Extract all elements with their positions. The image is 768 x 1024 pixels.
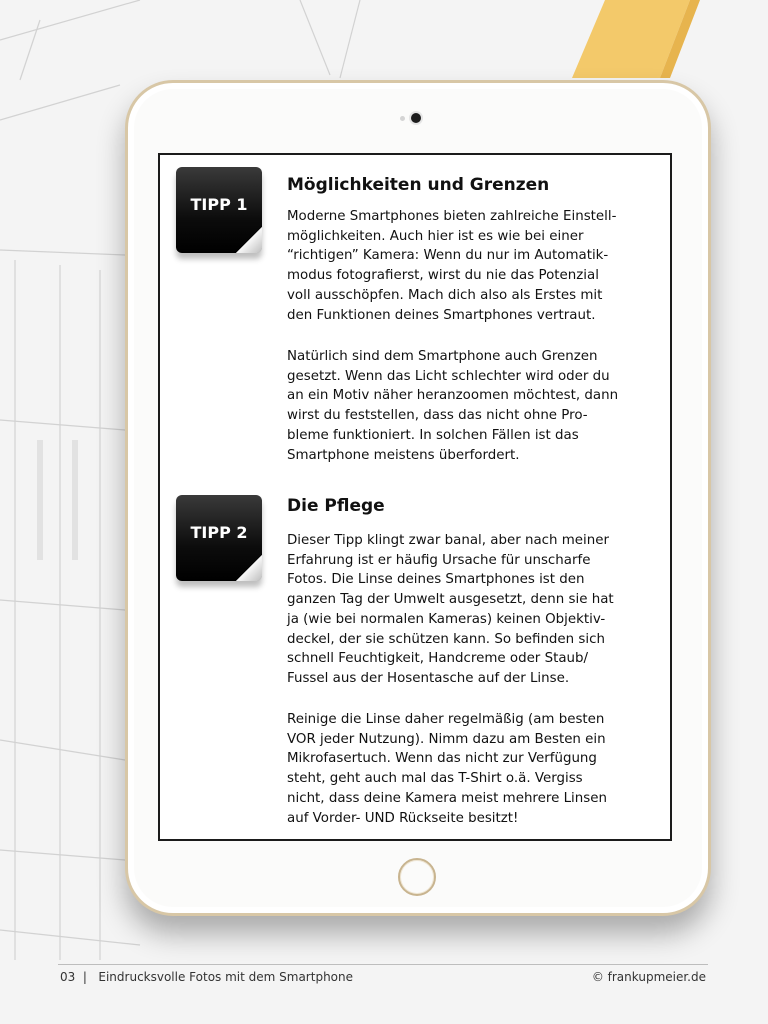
footer-page-info: 03 | Eindrucksvolle Fotos mit dem Smartphone	[60, 970, 353, 984]
tablet-device	[125, 80, 711, 916]
tip-1-badge-label: TIPP 1	[190, 195, 248, 214]
tip-1-badge	[176, 167, 262, 253]
tip-1-paragraph-1: Moderne Smartphones bieten zahlreiche Einstell- möglichkeiten. Auch hier ist es wie bei einer “richtigen” Kamera: Wenn du nur im Automatik- modus fotografierst, wirst du nie das Potenzial voll ausschöpfen. Mach dich also als Erstes mit den Funktionen deines Smartphones vertraut.	[287, 209, 617, 323]
tip-2-badge-label: TIPP 2	[190, 523, 248, 542]
footer-copyright: © frankupmeier.de	[591, 970, 706, 984]
home-button[interactable]	[398, 858, 436, 896]
tip-2-paragraph-2: Reinige die Linse daher regelmäßig (am besten VOR jeder Nutzung). Nimm dazu am Besten ein Mikrofasertuch. Wenn das nicht zur Verfügung steht, geht auch mal das T-Shirt o.ä. Vergiss nicht, dass deine Kamera meist mehrere Linsen auf Vorder- UND Rückseite besitzt!	[287, 712, 607, 826]
tip-2-badge	[176, 495, 262, 581]
tip-2-paragraph-1: Dieser Tipp klingt zwar banal, aber nach meiner Erfahrung ist er häufig Ursache für unscharfe Fotos. Die Linse deines Smartphones ist den ganzen Tag der Umwelt ausgesetzt, denn sie hat ja (wie bei normalen Kameras) keinen Objektiv- deckel, der sie schützen kann. So befinden sich schnell Feuchtigkeit, Handcreme oder Staub/ Fussel aus der Hosentasche auf der Linse.	[287, 533, 614, 686]
footer-divider	[58, 964, 708, 965]
front-camera-icon	[411, 113, 421, 123]
tablet-screen	[158, 153, 672, 841]
tip-2-title: Die Pflege	[287, 496, 385, 516]
tip-1-title: Möglichkeiten und Grenzen	[287, 175, 550, 195]
proximity-sensor	[400, 116, 405, 121]
tip-1-paragraph-2: Natürlich sind dem Smartphone auch Grenzen gesetzt. Wenn das Licht schlechter wird oder du an ein Motiv näher heranzoomen möchtest, dann wirst du feststellen, dass das nicht ohne Pro- bleme funktioniert. In solchen Fällen ist das Smartphone meistens überfordert.	[287, 349, 619, 463]
